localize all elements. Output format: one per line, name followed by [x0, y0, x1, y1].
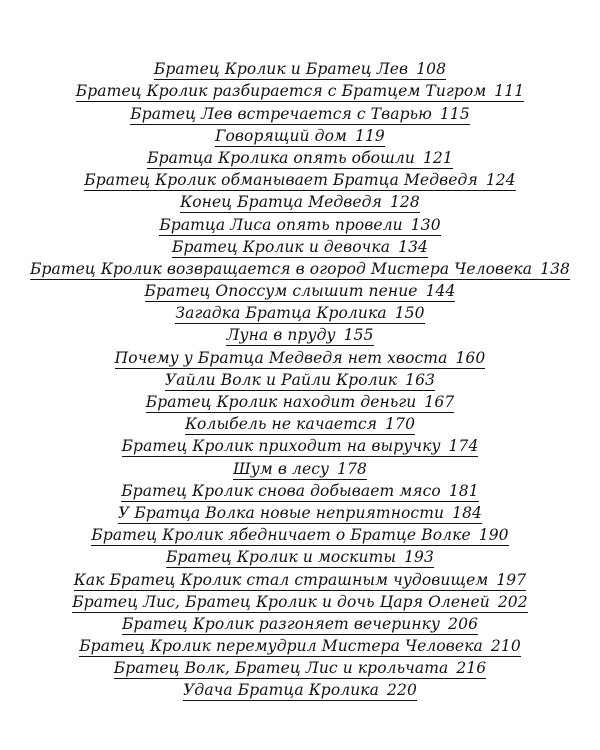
table-of-contents: [0, 58, 600, 701]
toc-page-number: 220: [387, 681, 417, 700]
toc-title: Братец Кролик возвращается в огород Мистера Человека: [29, 259, 533, 278]
toc-item: [0, 302, 600, 324]
toc-item: [0, 280, 600, 302]
toc-title: Братец Кролик находит деньги: [145, 393, 417, 411]
toc-page-number: 178: [337, 459, 367, 478]
toc-page-number: 134: [398, 237, 429, 256]
toc-item: [0, 502, 600, 524]
toc-link[interactable]: [76, 83, 524, 102]
toc-page-number: 155: [343, 326, 374, 345]
toc-page-number: 174: [448, 437, 479, 456]
toc-item: [0, 635, 600, 657]
toc-page-number: 216: [456, 659, 487, 678]
toc-item: [0, 346, 600, 368]
toc-link[interactable]: [226, 327, 373, 346]
toc-link[interactable]: [84, 172, 515, 191]
toc-title: Братец Кролик и девочка: [171, 237, 391, 256]
toc-page-number: 111: [494, 82, 525, 101]
toc-item: [0, 591, 600, 613]
toc-title: Как Братец Кролик стал страшным чудовищем: [73, 570, 489, 589]
toc-link[interactable]: [74, 572, 526, 591]
toc-link[interactable]: [79, 638, 521, 657]
toc-page-number: 138: [540, 259, 571, 278]
toc-item: [0, 391, 600, 413]
toc-page-number: 170: [385, 415, 416, 434]
toc-title: Братец Кролик и Братец Лев: [153, 60, 409, 79]
toc-link[interactable]: [185, 416, 415, 435]
toc-page-number: 130: [410, 215, 441, 234]
toc-item: [0, 191, 600, 213]
toc-title: Братец Лис, Братец Кролик и дочь Царя Оленей: [72, 592, 490, 611]
toc-title: Братец Лев встречается с Тварью: [130, 104, 432, 123]
toc-item: [0, 125, 600, 147]
toc-link[interactable]: [30, 261, 570, 280]
toc-title: Загадка Братца Кролика: [175, 304, 387, 323]
toc-item: [0, 236, 600, 258]
toc-item: [0, 568, 600, 590]
toc-page-number: 115: [439, 104, 470, 123]
toc-item: [0, 457, 600, 479]
toc-page-number: 206: [448, 614, 479, 633]
toc-title: Почему у Братца Медведя нет хвоста: [114, 348, 448, 367]
toc-title: Братца Лиса опять провели: [159, 215, 403, 234]
toc-page-number: 150: [394, 304, 425, 323]
toc-title: Шум в лесу: [232, 459, 330, 478]
toc-link[interactable]: [215, 128, 385, 147]
toc-page-number: 160: [455, 348, 486, 367]
toc-page-number: 193: [404, 548, 434, 567]
toc-page-number: 202: [497, 592, 528, 611]
toc-item: [0, 258, 600, 280]
toc-title: Братец Кролик обманывает Братца Медведя: [84, 171, 478, 190]
toc-page-number: 121: [422, 148, 453, 167]
toc-link[interactable]: [130, 106, 470, 125]
toc-page-number: 128: [389, 193, 420, 212]
toc-link[interactable]: [114, 660, 487, 679]
toc-title: Братец Кролик приходит на выручку: [121, 437, 441, 456]
toc-title: Колыбель не качается: [184, 415, 378, 434]
toc-link[interactable]: [159, 217, 440, 236]
toc-item: [0, 480, 600, 502]
toc-item: [0, 413, 600, 435]
toc-title: Говорящий дом: [215, 126, 347, 145]
toc-link[interactable]: [165, 372, 435, 391]
toc-title: Конец Братца Медведя: [180, 193, 382, 212]
toc-title: Братец Кролик и москиты: [166, 548, 397, 567]
toc-item: [0, 102, 600, 124]
toc-link[interactable]: [91, 527, 508, 546]
toc-item: [0, 58, 600, 80]
toc-page-number: 124: [485, 171, 516, 190]
toc-item: [0, 80, 600, 102]
toc-page-number: 197: [496, 570, 527, 589]
toc-title: Луна в пруду: [226, 326, 336, 345]
toc-page-number: 190: [478, 526, 509, 545]
toc-item: [0, 169, 600, 191]
toc-title: Братец Опоссум слышит пение: [144, 282, 418, 301]
toc-link[interactable]: [175, 305, 424, 324]
toc-link[interactable]: [115, 350, 486, 369]
toc-title: У Братца Волка новые неприятности: [118, 503, 445, 522]
toc-item: [0, 435, 600, 457]
toc-link[interactable]: [121, 483, 478, 502]
toc-title: Братец Кролик перемудрил Мистера Человека: [79, 637, 483, 656]
toc-link[interactable]: [72, 594, 527, 613]
toc-item: [0, 147, 600, 169]
toc-link[interactable]: [122, 438, 479, 457]
toc-link[interactable]: [146, 394, 455, 413]
toc-item: [0, 679, 600, 701]
toc-item: [0, 546, 600, 568]
toc-item: [0, 613, 600, 635]
toc-link[interactable]: [172, 239, 428, 258]
toc-item: [0, 324, 600, 346]
toc-page-number: 167: [424, 393, 455, 411]
toc-title: Уайли Волк и Райли Кролик: [164, 370, 398, 389]
toc-page-number: 144: [425, 282, 456, 301]
toc-title: Братец Кролик разбирается с Братцем Тигром: [75, 82, 487, 101]
toc-link[interactable]: [147, 150, 453, 169]
toc-link[interactable]: [154, 61, 446, 80]
toc-page-number: 181: [448, 481, 479, 500]
toc-title: Братец Кролик ябедничает о Братце Волке: [91, 526, 471, 545]
toc-title: Братец Кролик разгоняет вечеринку: [121, 614, 441, 633]
toc-item: [0, 213, 600, 235]
toc-page-number: 163: [405, 370, 436, 389]
toc-link[interactable]: [183, 682, 417, 701]
toc-title: Удача Братца Кролика: [183, 681, 380, 700]
toc-title: Братца Кролика опять обошли: [147, 148, 415, 167]
toc-link[interactable]: [233, 461, 367, 480]
toc-title: Братец Волк, Братец Лис и крольчата: [113, 659, 449, 678]
toc-link[interactable]: [180, 194, 420, 213]
toc-link[interactable]: [166, 549, 434, 568]
toc-page-number: 184: [452, 503, 482, 522]
toc-item: [0, 524, 600, 546]
toc-page-number: 119: [354, 126, 385, 145]
toc-link[interactable]: [145, 283, 456, 302]
toc-link[interactable]: [122, 616, 478, 635]
toc-page-number: 108: [416, 60, 447, 79]
toc-title: Братец Кролик снова добывает мясо: [121, 481, 441, 500]
toc-item: [0, 369, 600, 391]
toc-item: [0, 657, 600, 679]
toc-link[interactable]: [118, 505, 482, 524]
toc-page-number: 210: [490, 637, 521, 656]
